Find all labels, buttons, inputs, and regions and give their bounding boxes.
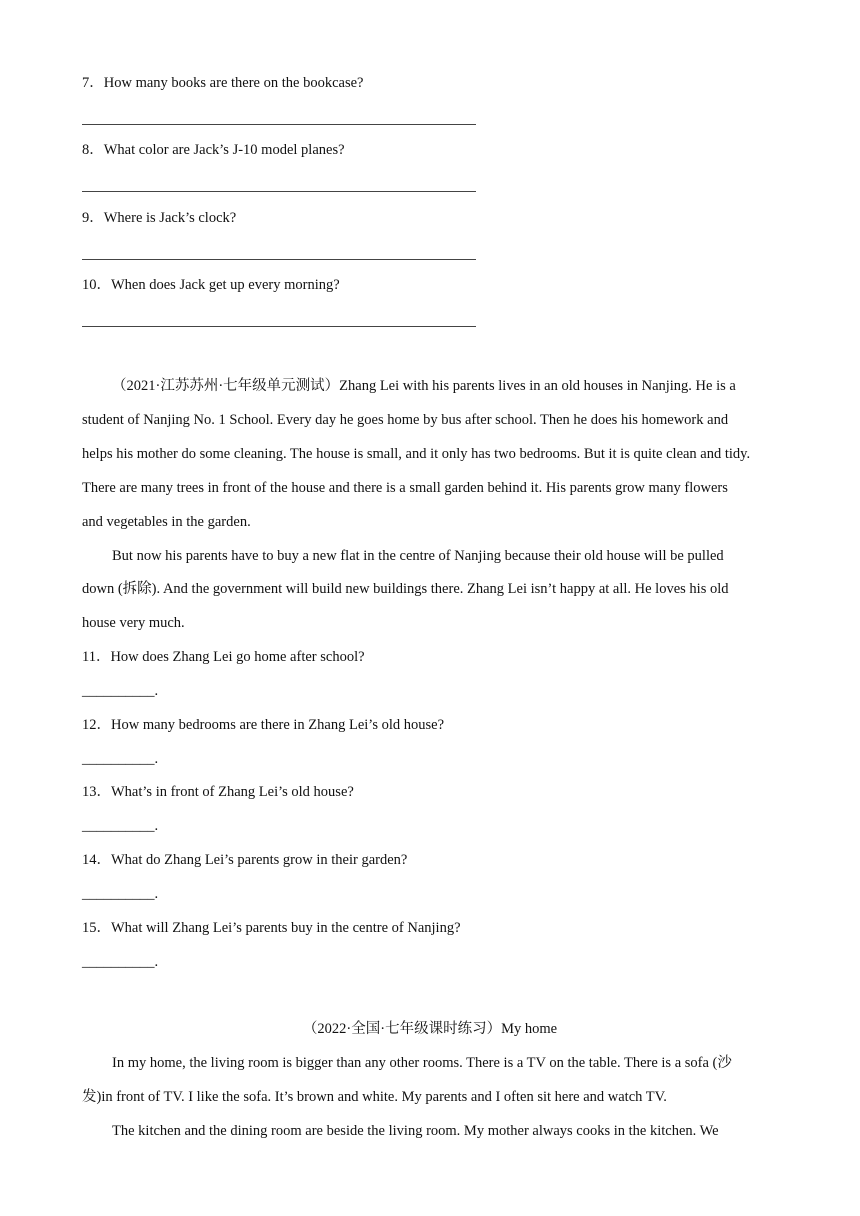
passage-2-line-2: 发)in front of TV. I like the sofa. It’s brown and white. My parents and I often sit here and watch TV. bbox=[82, 1089, 667, 1105]
passage-1-line-5: and vegetables in the garden. bbox=[82, 514, 251, 530]
passage-1-line-7: down (拆除). And the government will build new buildings there. Zhang Lei isn’t happy at all. He loves his old bbox=[82, 581, 729, 597]
passage-1-line-6: But now his parents have to buy a new flat in the centre of Nanjing because their old house will be pulled bbox=[112, 548, 724, 564]
passage-1-line-4: There are many trees in front of the house and there is a small garden behind it. His parents grow many flowers bbox=[82, 480, 728, 496]
question-13: 13．What’s in front of Zhang Lei’s old house? bbox=[82, 784, 354, 800]
passage-1-line-8: house very much. bbox=[82, 615, 185, 631]
passage-2-title: （2022·全国·七年级课时练习）My home bbox=[302, 1021, 558, 1037]
question-9: 9．Where is Jack’s clock? bbox=[82, 210, 237, 226]
question-10: 10．When does Jack get up every morning? bbox=[82, 277, 340, 293]
passage-1-line-1: （2021·江苏苏州·七年级单元测试）Zhang Lei with his parents lives in an old houses in Nanjing. He is a bbox=[112, 378, 736, 394]
answer-line-7[interactable] bbox=[82, 124, 476, 125]
question-8: 8．What color are Jack’s J-10 model planes? bbox=[82, 142, 345, 158]
question-15: 15．What will Zhang Lei’s parents buy in the centre of Nanjing? bbox=[82, 920, 461, 936]
answer-line-10[interactable] bbox=[82, 326, 476, 327]
question-11: 11．How does Zhang Lei go home after school? bbox=[82, 649, 365, 665]
answer-line-9[interactable] bbox=[82, 259, 476, 260]
answer-blank-12[interactable]: __________. bbox=[82, 751, 159, 767]
answer-blank-14[interactable]: __________. bbox=[82, 886, 159, 902]
question-12: 12．How many bedrooms are there in Zhang Lei’s old house? bbox=[82, 717, 445, 733]
answer-blank-11[interactable]: __________. bbox=[82, 683, 159, 699]
answer-blank-15[interactable]: __________. bbox=[82, 954, 159, 970]
passage-2-line-1: In my home, the living room is bigger than any other rooms. There is a TV on the table. There is a sofa (沙 bbox=[112, 1055, 732, 1071]
answer-blank-13[interactable]: __________. bbox=[82, 818, 159, 834]
answer-line-8[interactable] bbox=[82, 191, 476, 192]
passage-2-line-3: The kitchen and the dining room are beside the living room. My mother always cooks in the kitchen. We bbox=[112, 1123, 719, 1139]
question-14: 14．What do Zhang Lei’s parents grow in their garden? bbox=[82, 852, 408, 868]
passage-1-line-3: helps his mother do some cleaning. The house is small, and it only has two bedrooms. But it is quite clean and tidy. bbox=[82, 446, 751, 462]
question-7: 7．How many books are there on the bookcase? bbox=[82, 75, 364, 91]
passage-1-line-2: student of Nanjing No. 1 School. Every day he goes home by bus after school. Then he does his homework and bbox=[82, 412, 729, 428]
